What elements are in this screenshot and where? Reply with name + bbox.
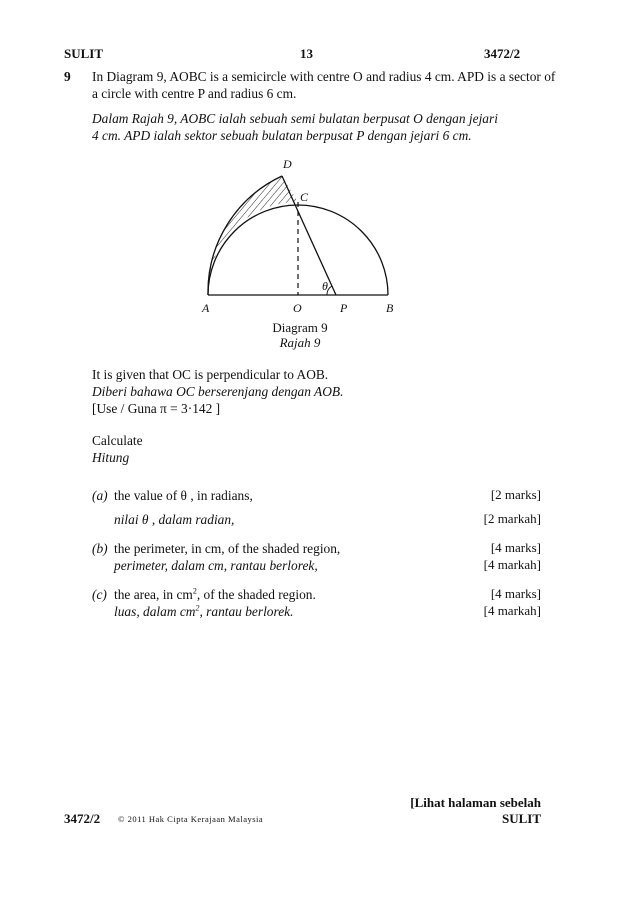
line-pd bbox=[282, 176, 336, 295]
given-ms: Diberi bahawa OC berserenjang dengan AOB. bbox=[92, 384, 344, 399]
question-ms-line2: 4 cm. APD ialah sektor sebuah bulatan berpusat P dengan jejari 6 cm. bbox=[92, 128, 472, 143]
label-c: C bbox=[300, 190, 309, 204]
part-b-marks-en: [4 marks] bbox=[490, 540, 541, 555]
question-en-line1: In Diagram 9, AOBC is a semicircle with centre O and radius 4 cm. APD is a sector of bbox=[92, 69, 556, 84]
given-en: It is given that OC is perpendicular to AOB. bbox=[92, 367, 329, 382]
part-c-en-sup: 2 bbox=[192, 586, 197, 596]
header-sulit: SULIT bbox=[64, 46, 104, 61]
part-c-en-pre: the area, in cm bbox=[114, 587, 193, 602]
part-a-en: the value of θ , in radians, bbox=[114, 488, 253, 503]
part-c-marks-en: [4 marks] bbox=[490, 586, 541, 601]
part-a-marks-en: [2 marks] bbox=[490, 487, 541, 502]
footer-copyright: © 2011 Hak Cipta Kerajaan Malaysia bbox=[118, 814, 264, 824]
label-p: P bbox=[340, 301, 348, 315]
question-en-line2: a circle with centre P and radius 6 cm. bbox=[92, 86, 297, 101]
diagram-9 bbox=[180, 150, 420, 325]
part-b-label: (b) bbox=[92, 541, 108, 556]
footer-code: 3472/2 bbox=[64, 811, 101, 826]
part-a-ms: nilai θ , dalam radian, bbox=[114, 512, 235, 527]
diagram-caption-ms: Rajah 9 bbox=[279, 335, 321, 350]
part-c-ms-sup: 2 bbox=[195, 603, 200, 613]
part-c-en bbox=[114, 586, 316, 603]
part-a-label: (a) bbox=[92, 488, 108, 503]
page-number: 13 bbox=[300, 46, 313, 61]
label-o: O bbox=[293, 301, 302, 315]
part-c-marks-ms: [4 markah] bbox=[483, 603, 541, 618]
calculate-ms: Hitung bbox=[92, 450, 130, 465]
diagram-caption-en: Diagram 9 bbox=[272, 320, 328, 335]
part-b-en: the perimeter, in cm, of the shaded region, bbox=[114, 541, 341, 556]
part-c-ms-pre: luas, dalam cm bbox=[114, 604, 196, 619]
part-b-ms: perimeter, dalam cm, rantau berlorek, bbox=[114, 558, 318, 573]
part-c-label: (c) bbox=[92, 587, 107, 602]
part-c-en-post: , of the shaded region. bbox=[196, 587, 316, 602]
part-c-ms bbox=[114, 603, 293, 620]
label-theta: θ bbox=[322, 279, 328, 293]
given-use: [Use / Guna π = 3·142 ] bbox=[92, 401, 221, 416]
label-a: A bbox=[202, 301, 210, 315]
question-ms-line1: Dalam Rajah 9, AOBC ialah sebuah semi bulatan berpusat O dengan jejari bbox=[92, 111, 498, 126]
part-a-marks-ms: [2 markah] bbox=[483, 511, 541, 526]
calculate-en: Calculate bbox=[92, 433, 143, 448]
label-b: B bbox=[386, 301, 394, 315]
question-number: 9 bbox=[64, 69, 71, 84]
paper-code: 3472/2 bbox=[484, 46, 521, 61]
footer-turn-over: [Lihat halaman sebelah bbox=[410, 795, 541, 810]
part-b-marks-ms: [4 markah] bbox=[483, 557, 541, 572]
part-c-ms-post: , rantau berlorek. bbox=[199, 604, 294, 619]
label-d: D bbox=[283, 157, 292, 171]
footer-sulit: SULIT bbox=[501, 811, 541, 826]
